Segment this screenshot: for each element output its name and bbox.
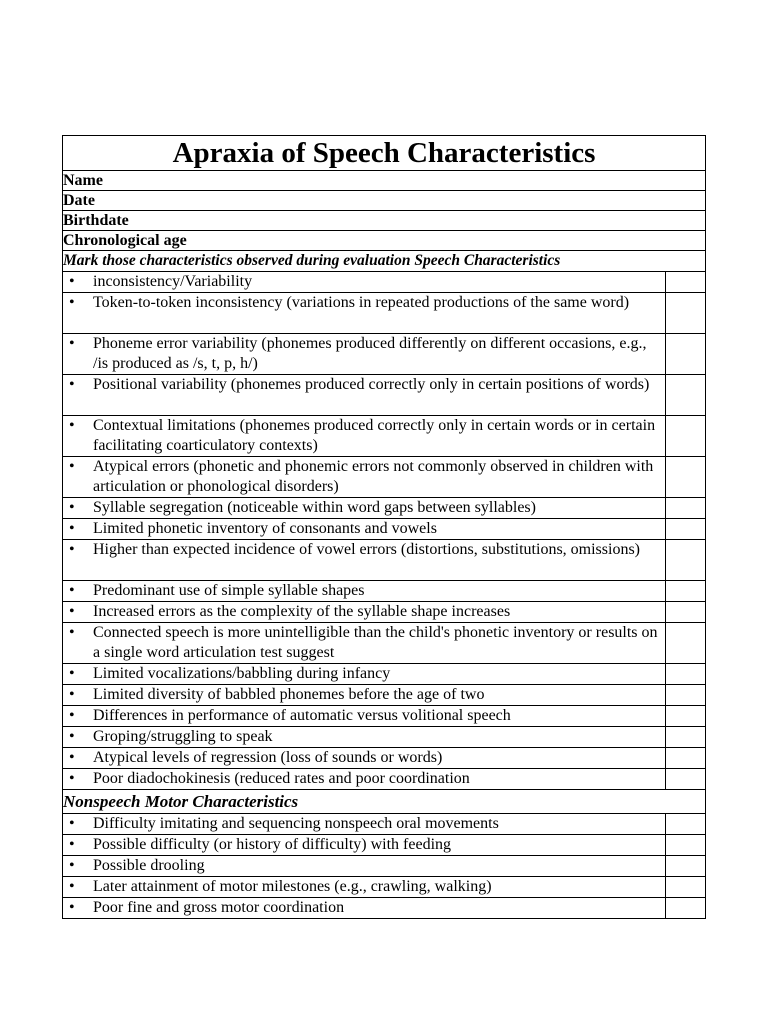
checklist-item	[63, 334, 666, 375]
check-box[interactable]	[666, 623, 706, 664]
bullet-icon: •	[69, 417, 75, 434]
bullet-icon: •	[69, 458, 75, 475]
checklist-item	[63, 898, 666, 919]
checklist-item	[63, 602, 666, 623]
check-box[interactable]	[666, 814, 706, 835]
checklist-row	[63, 664, 706, 685]
checklist-item-text: Predominant use of simple syllable shapes	[93, 582, 365, 599]
checklist-item	[63, 769, 666, 790]
bullet-icon: •	[69, 499, 75, 516]
checklist-row	[63, 293, 706, 334]
bullet-icon: •	[69, 749, 75, 766]
checklist-item	[63, 706, 666, 727]
check-box[interactable]	[666, 602, 706, 623]
check-box[interactable]	[666, 685, 706, 706]
check-box[interactable]	[666, 498, 706, 519]
check-box[interactable]	[666, 272, 706, 293]
check-box[interactable]	[666, 375, 706, 416]
bullet-icon: •	[69, 294, 75, 311]
checklist-item-text: Differences in performance of automatic versus volitional speech	[93, 707, 511, 724]
checklist-row	[63, 727, 706, 748]
checklist-item-text: Difficulty imitating and sequencing nonspeech oral movements	[93, 815, 499, 832]
check-box[interactable]	[666, 877, 706, 898]
checklist-item	[63, 727, 666, 748]
date-field-label: Date	[63, 191, 706, 211]
section-header-row	[63, 790, 706, 814]
bullet-icon: •	[69, 878, 75, 895]
checklist-item-text: Groping/struggling to speak	[93, 728, 273, 745]
checklist-row	[63, 814, 706, 835]
checklist-row	[63, 877, 706, 898]
bullet-icon: •	[69, 624, 75, 641]
checklist-item	[63, 293, 666, 334]
checklist-item	[63, 375, 666, 416]
bullet-icon: •	[69, 728, 75, 745]
bullet-icon: •	[69, 335, 75, 352]
checklist-item-text: Poor fine and gross motor coordination	[93, 899, 345, 916]
checklist-item	[63, 748, 666, 769]
apraxia-checklist-table	[62, 135, 706, 919]
checklist-row	[63, 498, 706, 519]
check-box[interactable]	[666, 664, 706, 685]
checklist-item-text: Syllable segregation (noticeable within word gaps between syllables)	[93, 499, 536, 516]
bullet-icon: •	[69, 273, 75, 290]
checklist-item-text: Poor diadochokinesis (reduced rates and poor coordination	[93, 770, 470, 787]
bullet-icon: •	[69, 815, 75, 832]
nonspeech-section-heading: Nonspeech Motor Characteristics	[63, 790, 706, 814]
check-box[interactable]	[666, 540, 706, 581]
check-box[interactable]	[666, 748, 706, 769]
checklist-item	[63, 457, 666, 498]
checklist-row	[63, 416, 706, 457]
bullet-icon: •	[69, 665, 75, 682]
checklist-row	[63, 375, 706, 416]
checklist-item	[63, 664, 666, 685]
check-box[interactable]	[666, 727, 706, 748]
chronological-age-field-label: Chronological age	[63, 231, 706, 251]
checklist-item-text: Connected speech is more unintelligible than the child's phonetic inventory or results on a single word articulation test suggest	[93, 624, 658, 661]
checklist-item-text: Limited phonetic inventory of consonants and vowels	[93, 520, 437, 537]
check-box[interactable]	[666, 769, 706, 790]
check-box[interactable]	[666, 706, 706, 727]
bullet-icon: •	[69, 582, 75, 599]
checklist-item-text: Possible drooling	[93, 857, 205, 874]
checklist-item-text: Increased errors as the complexity of the syllable shape increases	[93, 603, 511, 620]
checklist-row	[63, 519, 706, 540]
bullet-icon: •	[69, 857, 75, 874]
instruction-text: Mark those characteristics observed during evaluation Speech Characteristics	[63, 251, 706, 272]
checklist-row	[63, 272, 706, 293]
checklist-item	[63, 685, 666, 706]
checklist-item-text: Token-to-token inconsistency (variations in repeated productions of the same word)	[93, 294, 630, 311]
checklist-row	[63, 602, 706, 623]
checklist-item	[63, 623, 666, 664]
checklist-item	[63, 835, 666, 856]
page-title: Apraxia of Speech Characteristics	[63, 136, 706, 171]
check-box[interactable]	[666, 416, 706, 457]
checklist-item	[63, 540, 666, 581]
checklist-item	[63, 498, 666, 519]
name-field-label: Name	[63, 171, 706, 191]
checklist-item-text: Higher than expected incidence of vowel errors (distortions, substitutions, omissions)	[93, 541, 641, 558]
checklist-item-text: Phoneme error variability (phonemes produced differently on different occasions, e.g., /is produced as /s, t, p, h/)	[93, 335, 647, 372]
bullet-icon: •	[69, 836, 75, 853]
checklist-row	[63, 856, 706, 877]
checklist-item	[63, 814, 666, 835]
checklist-item-text: Atypical errors (phonetic and phonemic errors not commonly observed in children with articulation or phonological disorders)	[93, 458, 654, 495]
check-box[interactable]	[666, 519, 706, 540]
check-box[interactable]	[666, 457, 706, 498]
checklist-item-text: Later attainment of motor milestones (e.g., crawling, walking)	[93, 878, 492, 895]
checklist-item-text: Atypical levels of regression (loss of sounds or words)	[93, 749, 443, 766]
check-box[interactable]	[666, 334, 706, 375]
birthdate-field-label: Birthdate	[63, 211, 706, 231]
checklist-row	[63, 748, 706, 769]
checklist-item-text: Possible difficulty (or history of difficulty) with feeding	[93, 836, 452, 853]
checklist-item	[63, 519, 666, 540]
checklist-row	[63, 457, 706, 498]
bullet-icon: •	[69, 770, 75, 787]
checklist-item-text: Contextual limitations (phonemes produced correctly only in certain words or in certain facilitating coarticulatory contexts)	[93, 417, 656, 454]
check-box[interactable]	[666, 835, 706, 856]
checklist-row	[63, 898, 706, 919]
checklist-row	[63, 334, 706, 375]
bullet-icon: •	[69, 520, 75, 537]
checklist-item	[63, 856, 666, 877]
checklist-item-text: Limited vocalizations/babbling during infancy	[93, 665, 391, 682]
checklist-item	[63, 581, 666, 602]
check-box[interactable]	[666, 293, 706, 334]
bullet-icon: •	[69, 707, 75, 724]
checklist-row	[63, 835, 706, 856]
checklist-item	[63, 416, 666, 457]
check-box[interactable]	[666, 581, 706, 602]
bullet-icon: •	[69, 541, 75, 558]
bullet-icon: •	[69, 899, 75, 916]
checklist-item	[63, 877, 666, 898]
checklist-row	[63, 706, 706, 727]
checklist-item-text: inconsistency/Variability	[93, 273, 253, 290]
checklist-item-text: Limited diversity of babbled phonemes before the age of two	[93, 686, 485, 703]
bullet-icon: •	[69, 603, 75, 620]
checklist-row	[63, 623, 706, 664]
check-box[interactable]	[666, 898, 706, 919]
checklist-row	[63, 581, 706, 602]
checklist-item-text: Positional variability (phonemes produced correctly only in certain positions of words)	[93, 376, 650, 393]
checklist-row	[63, 685, 706, 706]
checklist-item	[63, 272, 666, 293]
bullet-icon: •	[69, 686, 75, 703]
checklist-row	[63, 769, 706, 790]
checklist-row	[63, 540, 706, 581]
check-box[interactable]	[666, 856, 706, 877]
bullet-icon: •	[69, 376, 75, 393]
